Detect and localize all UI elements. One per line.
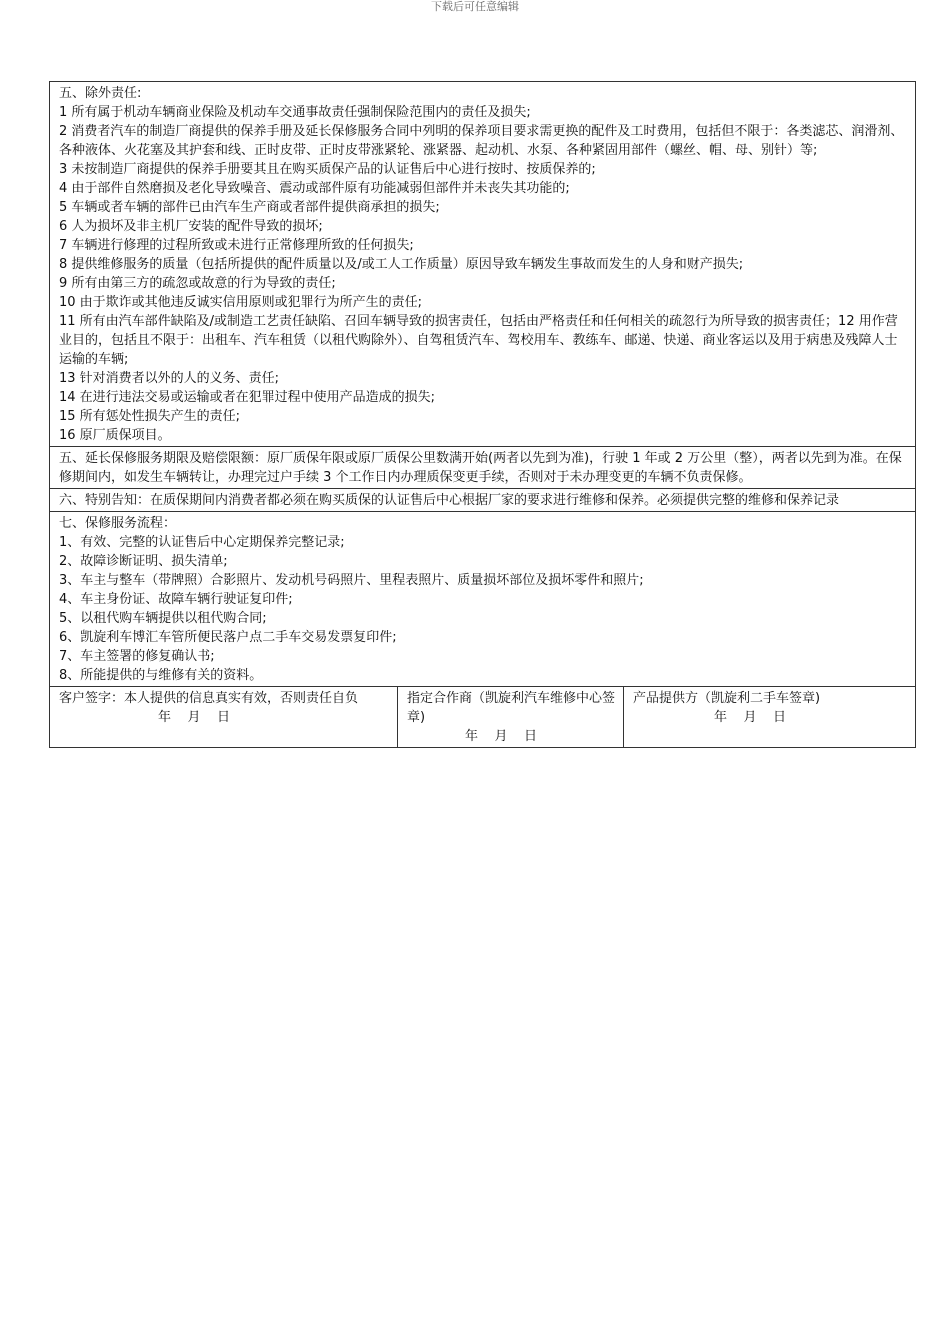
exclusion-item: 8 提供维修服务的质量（包括所提供的配件质量以及/或工人工作质量）原因导致车辆发生事故而发生的人身和财产损失;	[59, 257, 744, 272]
exclusion-item: 5 车辆或者车辆的部件已由汽车生产商或者部件提供商承担的损失;	[59, 200, 440, 215]
provider-signature-date: 年 月 日	[713, 710, 787, 725]
service-process-item: 6、凯旋利车博汇车管所便民落户点二手车交易发票复印件;	[59, 630, 397, 645]
exclusion-item: 6 人为损坏及非主机厂安装的配件导致的损坏;	[59, 219, 323, 234]
service-process-item: 3、车主与整车（带牌照）合影照片、发动机号码照片、里程表照片、质量损坏部位及损坏零件和照片;	[59, 573, 644, 588]
provider-signature-cell	[624, 687, 916, 748]
exclusion-item: 3 未按制造厂商提供的保养手册要其且在购买质保产品的认证售后中心进行按时、按质保养的;	[59, 162, 596, 177]
service-process-item: 2、故障诊断证明、损失清单;	[59, 554, 228, 569]
partner-signature-cell	[398, 687, 624, 748]
special-notice-row	[50, 489, 916, 512]
exclusion-item: 1 所有属于机动车辆商业保险及机动车交通事故责任强制保险范围内的责任及损失;	[59, 105, 531, 120]
exclusion-item: 4 由于部件自然磨损及老化导致噪音、震动或部件原有功能减弱但部件并未丧失其功能的;	[59, 181, 570, 196]
exclusion-item: 2 消费者汽车的制造厂商提供的保养手册及延长保修服务合同中列明的保养项目要求需更换的配件及工时费用，包括但不限于：各类滤芯、润滑剂、各种液体、火花塞及其护套和线、正时皮带、正时皮带涨紧轮、涨紧器、起动机、水泵、各种紧固用部件（螺丝、帽、母、别针）等;	[59, 124, 904, 158]
provider-signature-label: 产品提供方（凯旋利二手车签章)	[633, 691, 821, 706]
service-process-item: 5、以租代购车辆提供以租代购合同;	[59, 611, 267, 626]
exclusions-row	[50, 82, 916, 447]
customer-signature-label: 客户签字：本人提供的信息真实有效，否则责任自负	[59, 691, 359, 706]
service-process-title: 七、保修服务流程：	[59, 516, 177, 531]
service-process-item: 1、有效、完整的认证售后中心定期保养完整记录;	[59, 535, 345, 550]
warranty-period-row	[50, 447, 916, 489]
special-notice-section: 六、特别告知：在质保期间内消费者都必须在购买质保的认证售后中心根据厂家的要求进行维修和保养。必须提供完整的维修和保养记录	[50, 489, 916, 512]
exclusion-item: 15 所有惩处性损失产生的责任;	[59, 409, 241, 424]
exclusion-item: 10 由于欺诈或其他违反诚实信用原则或犯罪行为所产生的责任;	[59, 295, 423, 310]
signature-row	[50, 687, 916, 748]
exclusion-item: 9 所有由第三方的疏忽或故意的行为导致的责任;	[59, 276, 336, 291]
warranty-period-section: 五、延长保修服务期限及赔偿限额：原厂质保年限或原厂质保公里数满开始(两者以先到为准)，行驶 1 年或 2 万公里（整），两者以先到为准。在保修期间内，如发生车辆转让，办理完过户手续 3 个工作日内办理质保变更手续，否则对于未办理变更的车辆不负责保修。	[50, 447, 916, 489]
service-process-item: 7、车主签署的修复确认书;	[59, 649, 215, 664]
exclusions-title: 五、除外责任:	[59, 86, 142, 101]
exclusion-item: 14 在进行违法交易或运输或者在犯罪过程中使用产品造成的损失;	[59, 390, 436, 405]
partner-signature-label: 指定合作商（凯旋利汽车维修中心签章)	[407, 691, 616, 725]
exclusion-item: 13 针对消费者以外的人的义务、责任;	[59, 371, 280, 386]
customer-signature-cell	[50, 687, 398, 748]
warranty-terms-table	[49, 81, 916, 748]
exclusions-section	[50, 82, 916, 447]
service-process-item: 8、所能提供的与维修有关的资料。	[59, 668, 263, 683]
exclusion-item: 16 原厂质保项目。	[59, 428, 171, 443]
header-note: 下载后可任意编辑	[431, 0, 519, 13]
exclusion-item: 7 车辆进行修理的过程所致或未进行正常修理所致的任何损失;	[59, 238, 414, 253]
partner-signature-date: 年 月 日	[464, 729, 538, 744]
customer-signature-date: 年 月 日	[157, 710, 231, 725]
exclusion-item: 11 所有由汽车部件缺陷及/或制造工艺责任缺陷、召回车辆导致的损害责任，包括由严格责任和任何相关的疏忽行为所导致的损害责任；12 用作营业目的，包括且不限于：出租车、汽车租赁（以租代购除外）、自驾租赁汽车、驾校用车、教练车、邮递、快递、商业客运以及用于病患及残障人士运输的车辆;	[59, 314, 898, 367]
service-process-row	[50, 512, 916, 687]
service-process-item: 4、车主身份证、故障车辆行驶证复印件;	[59, 592, 293, 607]
service-process-section	[50, 512, 916, 687]
